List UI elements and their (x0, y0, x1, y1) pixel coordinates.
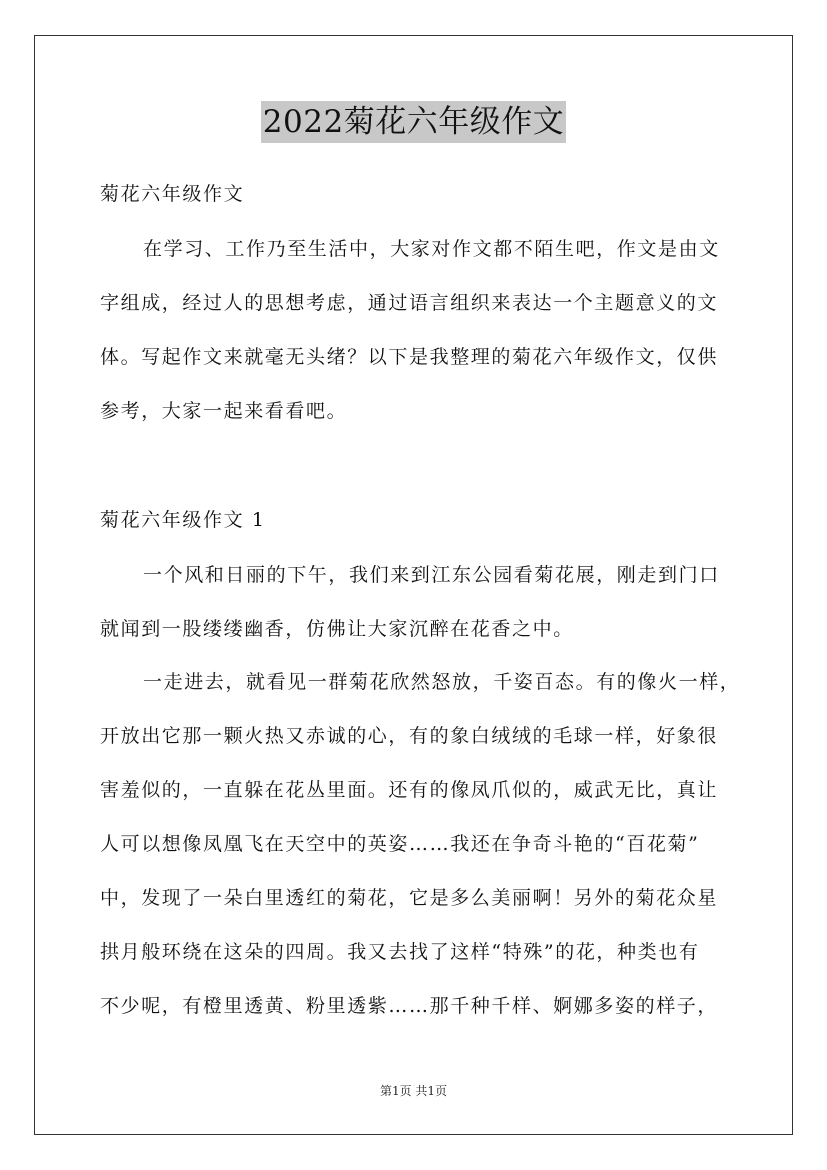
essay-p2-line-4: 人可以想像凤凰飞在天空中的英姿……我还在争奇斗艳的“百花菊” (100, 833, 700, 855)
essay-p2-line-2: 开放出它那一颗火热又赤诚的心，有的象白绒绒的毛球一样，好象很 (100, 725, 719, 747)
section-heading-intro: 菊花六年级作文 (100, 183, 245, 205)
essay-p1-line-1: 一个风和日丽的下午，我们来到江东公园看菊花展，刚走到门口 (143, 564, 720, 586)
intro-line-1: 在学习、工作乃至生活中，大家对作文都不陌生吧，作文是由文 (143, 238, 720, 260)
intro-line-2: 字组成，经过人的思想考虑，通过语言组织来表达一个主题意义的文 (100, 292, 719, 314)
essay-p2-line-6: 拱月般环绕在这朵的四周。我又去找了这样“特殊”的花，种类也有 (100, 941, 700, 963)
section-heading-essay-1: 菊花六年级作文 1 (100, 509, 266, 531)
essay-p2-line-1: 一走进去，就看见一群菊花欣然怒放，千姿百态。有的像火一样， (143, 671, 741, 693)
title-container (0, 101, 827, 143)
essay-p2-line-3: 害羞似的，一直躲在花丛里面。还有的像凤爪似的，威武无比，真让 (100, 779, 719, 801)
essay-p2-line-7: 不少呢，有橙里透黄、粉里透紫……那千种千样、婀娜多姿的样子， (100, 995, 719, 1017)
intro-line-4: 参考，大家一起来看看吧。 (100, 400, 348, 422)
essay-p1-line-2: 就闻到一股缕缕幽香，仿佛让大家沉醉在花香之中。 (100, 618, 574, 640)
essay-p2-line-5: 中，发现了一朵白里透红的菊花，它是多么美丽啊！另外的菊花众星 (100, 887, 719, 909)
intro-line-3: 体。写起作文来就毫无头绪？以下是我整理的菊花六年级作文，仅供 (100, 346, 719, 368)
page-footer: 第1页 共1页 (379, 1084, 448, 1098)
document-title: 2022菊花六年级作文 (261, 101, 566, 143)
